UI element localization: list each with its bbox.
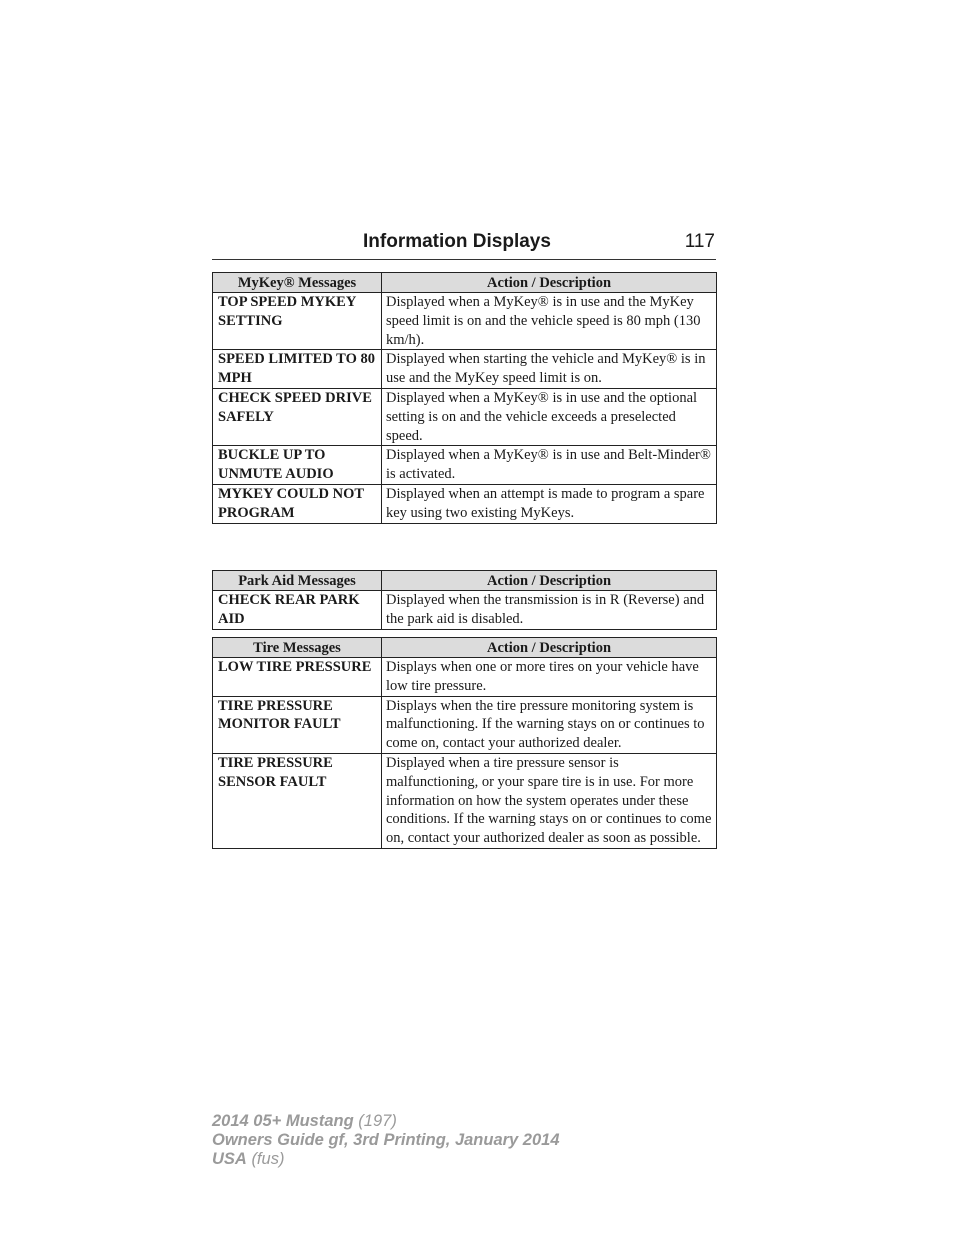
section-title: Information Displays — [363, 231, 551, 252]
page-number: 117 — [684, 231, 715, 252]
column-header: Tire Messages — [213, 638, 382, 658]
table-row — [213, 658, 717, 697]
footer-market: USA — [212, 1150, 247, 1168]
park-aid-messages-table — [212, 570, 717, 630]
column-header: Action / Description — [382, 571, 717, 591]
table-header-row — [213, 638, 717, 658]
message-name: TIRE PRESSURE MONITOR FAULT — [213, 696, 382, 753]
column-header: MyKey® Messages — [213, 273, 382, 293]
message-description: Displayed when a MyKey® is in use and Belt-Minder® is activated. — [382, 446, 717, 485]
table-row — [213, 350, 717, 389]
tire-messages-table — [212, 637, 717, 849]
footer-model-code: (197) — [358, 1112, 397, 1130]
column-header: Park Aid Messages — [213, 571, 382, 591]
message-description: Displays when the tire pressure monitoring system is malfunctioning. If the warning stays on or continues to come on, contact your authorized dealer. — [382, 696, 717, 753]
table-row — [213, 484, 717, 523]
message-description: Displayed when a tire pressure sensor is malfunctioning, or your spare tire is in use. For more information on how the system operates under these conditions. If the warning stays on or continues to come on, contact your authorized dealer as soon as possible. — [382, 753, 717, 848]
column-header: Action / Description — [382, 273, 717, 293]
message-description: Displayed when an attempt is made to program a spare key using two existing MyKeys. — [382, 484, 717, 523]
table-row — [213, 591, 717, 630]
message-description: Displayed when the transmission is in R (Reverse) and the park aid is disabled. — [382, 591, 717, 630]
message-name: CHECK SPEED DRIVE SAFELY — [213, 388, 382, 445]
message-name: SPEED LIMITED TO 80 MPH — [213, 350, 382, 389]
footer-line-3 — [212, 1150, 560, 1169]
footer-printing: Owners Guide gf, 3rd Printing, January 2014 — [212, 1131, 560, 1149]
page-header — [212, 229, 716, 260]
table-header-row — [213, 273, 717, 293]
footer-model: 2014 05+ Mustang — [212, 1112, 354, 1130]
table-header-row — [213, 571, 717, 591]
table-row — [213, 388, 717, 445]
footer-line-2 — [212, 1131, 560, 1150]
message-description: Displayed when starting the vehicle and MyKey® is in use and the MyKey speed limit is on. — [382, 350, 717, 389]
message-name: MYKEY COULD NOT PROGRAM — [213, 484, 382, 523]
message-name: CHECK REAR PARK AID — [213, 591, 382, 630]
message-description: Displayed when a MyKey® is in use and the MyKey speed limit is on and the vehicle speed is 80 mph (130 km/h). — [382, 293, 717, 350]
message-name: BUCKLE UP TO UNMUTE AUDIO — [213, 446, 382, 485]
footer-line-1 — [212, 1112, 560, 1131]
column-header: Action / Description — [382, 638, 717, 658]
table-row — [213, 293, 717, 350]
message-description: Displays when one or more tires on your vehicle have low tire pressure. — [382, 658, 717, 697]
table-row — [213, 446, 717, 485]
mykey-messages-table — [212, 272, 717, 524]
message-name: TIRE PRESSURE SENSOR FAULT — [213, 753, 382, 848]
message-name: LOW TIRE PRESSURE — [213, 658, 382, 697]
table-row — [213, 696, 717, 753]
message-name: TOP SPEED MYKEY SETTING — [213, 293, 382, 350]
page-footer — [212, 1112, 560, 1169]
message-description: Displayed when a MyKey® is in use and the optional setting is on and the vehicle exceeds a preselected speed. — [382, 388, 717, 445]
table-row — [213, 753, 717, 848]
footer-market-code: (fus) — [251, 1150, 285, 1168]
